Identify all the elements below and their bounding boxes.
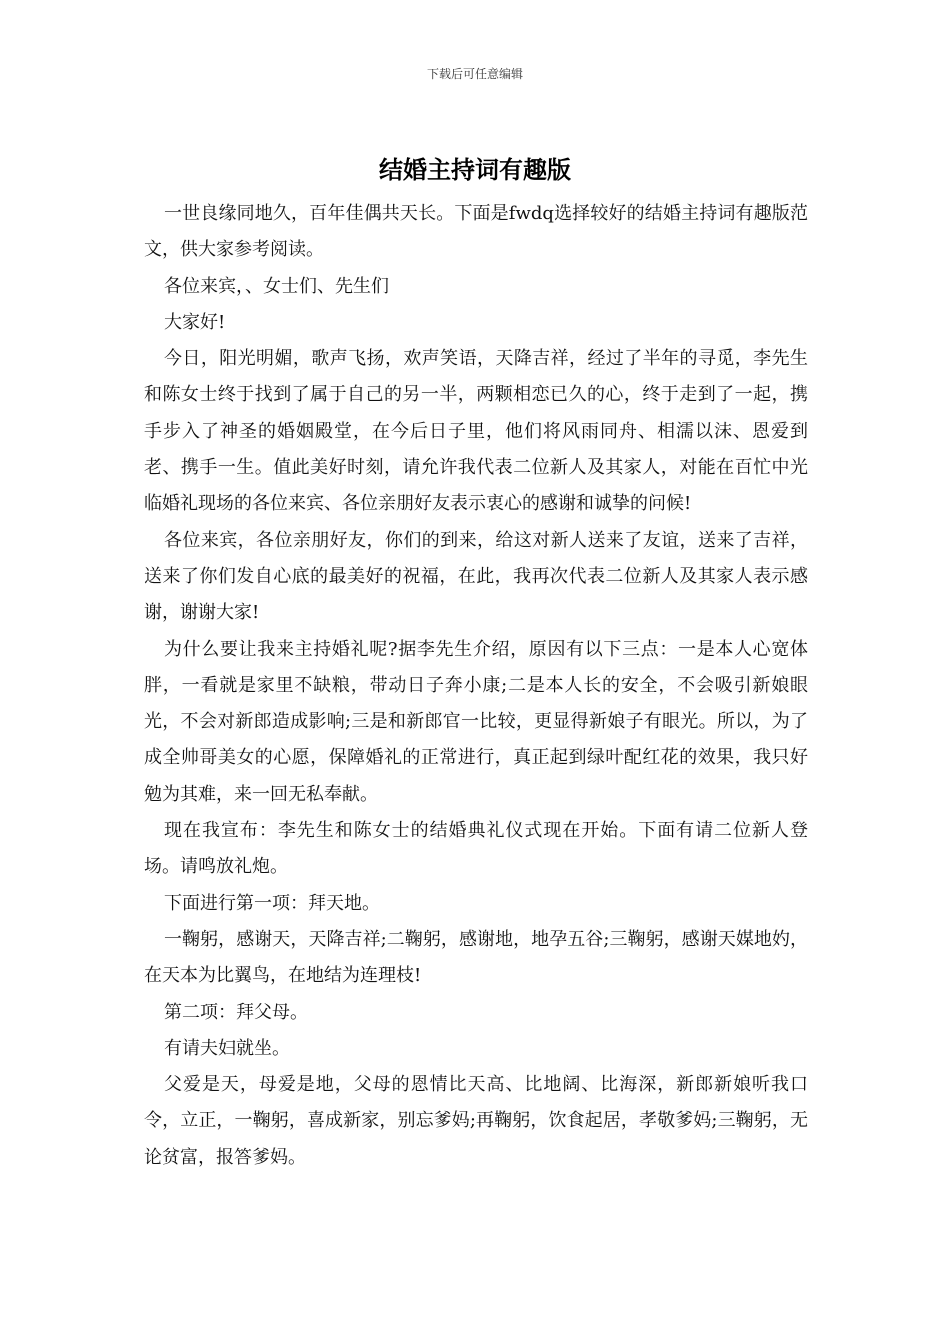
paragraph-thanks-guests: 各位来宾，各位亲朋好友，你们的到来，给这对新人送来了友谊，送来了吉祥，送来了你们发自心底的最美好的祝福，在此，我再次代表二位新人及其家人表示感谢，谢谢大家! <box>144 529 808 624</box>
paragraph-parents-seated: 有请夫妇就坐。 <box>164 1037 290 1059</box>
document-body <box>144 196 808 1176</box>
paragraph-bows-parents: 父爱是天，母爱是地，父母的恩情比天高、比地阔、比海深，新郎新娘听我口令，立正，一鞠躬，喜成新家，别忘爹妈;再鞠躬，饮食起居，孝敬爹妈;三鞠躬，无论贫富，报答爹妈。 <box>144 1074 808 1168</box>
paragraph-item-two: 第二项：拜父母。 <box>164 1001 308 1023</box>
paragraph-bows-heaven-earth: 一鞠躬，感谢天，天降吉祥;二鞠躬，感谢地，地孕五谷;三鞠躬，感谢天媒地妁，在天本为比翼鸟，在地结为连理枝! <box>144 928 808 987</box>
header-note: 下载后可任意编辑 <box>426 67 523 81</box>
paragraph-greeting-guests: 各位来宾，、女士们、先生们 <box>164 275 389 297</box>
document-title: 结婚主持词有趣版 <box>379 155 571 184</box>
paragraph-item-one: 下面进行第一项：拜天地。 <box>164 892 380 914</box>
paragraph-intro: 一世良缘同地久，百年佳偶共天长。下面是fwdq选择较好的结婚主持词有趣版范文，供大家参考阅读。 <box>144 203 808 261</box>
paragraph-hello: 大家好! <box>164 311 226 333</box>
paragraph-ceremony-start: 现在我宣布：李先生和陈女士的结婚典礼仪式现在开始。下面有请二位新人登场。请鸣放礼炮。 <box>144 820 808 878</box>
paragraph-today: 今日，阳光明媚，歌声飞扬，欢声笑语，天降吉祥，经过了半年的寻觅，李先生和陈女士终于找到了属于自己的另一半，两颗相恋已久的心，终于走到了一起，携手步入了神圣的婚姻殿堂，在今后日子里，他们将风雨同舟、相濡以沫、恩爱到老、携手一生。值此美好时刻，请允许我代表二位新人及其家人，对能在百忙中光临婚礼现场的各位来宾、各位亲朋好友表示衷心的感谢和诚挚的问候! <box>144 348 808 515</box>
paragraph-why-me: 为什么要让我来主持婚礼呢?据李先生介绍，原因有以下三点：一是本人心宽体胖，一看就是家里不缺粮，带动日子奔小康;二是本人长的安全，不会吸引新娘眼光，不会对新郎造成影响;三是和新郎官一比较，更显得新娘子有眼光。所以，为了成全帅哥美女的心愿，保障婚礼的正常进行，真正起到绿叶配红花的效果，我只好勉为其难，来一回无私奉献。 <box>144 638 808 805</box>
